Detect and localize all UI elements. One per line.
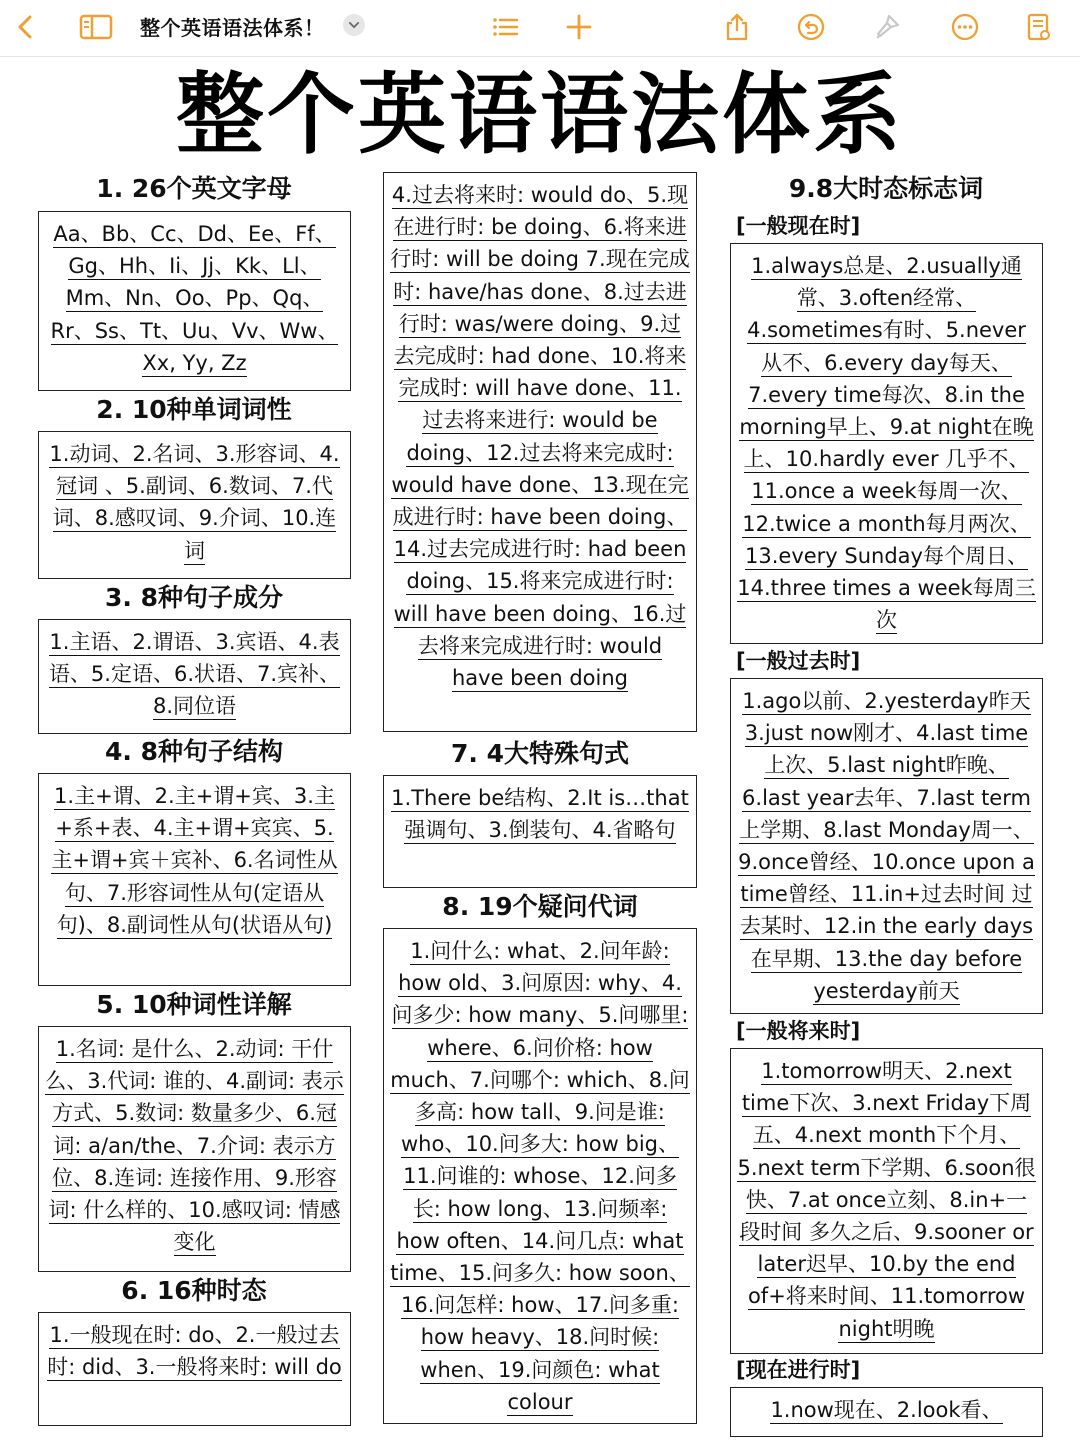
sidebar-icon[interactable]: [76, 10, 116, 44]
section-box-sentence-elements: [38, 619, 351, 734]
section-heading-tense-markers: 9.8大时态标志词: [788, 174, 984, 203]
subheading-past-simple: [一般过去时]: [736, 649, 861, 673]
section-box-present-progressive-markers: [730, 1387, 1043, 1437]
section-box-parts-of-speech: [38, 431, 351, 579]
section-text: 1.tomorrow明天、2.next time下次、3.next Friday下周五、4.next month下个月、5.next term下学期、6.soon很快、7.at once立刻、8.in+一段时间 多久之后、9.sooner or later迟早、10.by the end of+将来时间、11.tomorrow night明晚: [737, 1059, 1036, 1341]
section-box-tenses-continued: [383, 172, 697, 732]
section-text: 1.一般现在时: do、2.一般过去时: did、3.一般将来时: will do: [47, 1323, 342, 1380]
subheading-present-simple: [一般现在时]: [736, 214, 861, 238]
list-icon[interactable]: [488, 10, 522, 44]
section-text: 1.now现在、2.look看、: [770, 1398, 1003, 1422]
document-title[interactable]: 整个英语语法体系！: [140, 16, 325, 40]
section-heading-pos-details: 5. 10种词性详解: [96, 990, 292, 1019]
subheading-future-simple: [一般将来时]: [736, 1019, 861, 1043]
chevron-down-icon[interactable]: [343, 14, 365, 36]
back-chevron-icon[interactable]: [8, 10, 44, 44]
section-box-past-simple-markers: [730, 678, 1043, 1014]
section-heading-sentence-elements: 3. 8种句子成分: [105, 583, 283, 612]
section-heading-tenses: 6. 16种时态: [121, 1276, 267, 1305]
section-text: 1.主+谓、2.主+谓+宾、3.主+系+表、4.主+谓+宾宾、5.主+谓+宾＋宾补、6.名词性从句、7.形容词性从句(定语从句)、8.副词性从句(状语从句): [51, 784, 338, 937]
brush-icon[interactable]: [870, 10, 904, 44]
section-heading-question-words: 8. 19个疑问代词: [442, 892, 638, 921]
section-box-special-sentences: [383, 775, 697, 888]
subheading-present-progressive: [现在进行时]: [736, 1358, 861, 1382]
section-text: 1.问什么: what、2.问年龄: how old、3.问原因: why、4.问多少: how many、5.问哪里: where、6.问价格: how much、7.问哪个: which、8.问多高: how tall、9.问是谁: who、10.问多大: how big、11.问谁的: whose、12.问多长: how long、13.问频率: how often、14.问几点: what time、15.问多久: how soon、16.问怎样: how、17.问多重: how heavy、18.问时候: when、19.问颜色: what colour: [390, 939, 690, 1414]
section-heading-letters: 1. 26个英文字母: [96, 174, 292, 203]
section-text: 1.There be结构、2.It is…that强调句、3.倒装句、4.省略句: [391, 786, 689, 843]
reader-icon[interactable]: [1022, 10, 1056, 44]
section-text: 1.名词: 是什么、2.动词: 干什么、3.代词: 谁的、4.副词: 表示方式、5.数词: 数量多少、6.冠词: a/an/the、7.介词: 表示方位、8.连词: 连接作用、9.形容词: 什么样的、10.感叹词: 情感变化: [45, 1037, 344, 1255]
share-icon[interactable]: [720, 10, 754, 44]
section-text: 1.动词、2.名词、3.形容词、4.冠词 、5.副词、6.数词、7.代词、8.感叹词、9.介词、10.连词: [49, 442, 340, 563]
section-box-present-simple-markers: [730, 243, 1043, 644]
plus-icon[interactable]: [562, 10, 596, 44]
section-text: 1.always总是、2.usually通常、3.often经常、4.sometimes有时、5.never从不、6.every day每天、7.every time每次、8.in the morning早上、9.at night在晚上、10.hardly ever 几乎不、11.once a week每周一次、12.twice a month每月两次、13.every Sunday每个周日、14.three times a week每周三次: [737, 254, 1036, 633]
section-box-sentence-structures: [38, 773, 351, 986]
section-heading-parts-of-speech: 2. 10种单词词性: [96, 395, 292, 424]
section-text: Aa、Bb、Cc、Dd、Ee、Ff、Gg、Hh、Ii、Jj、Kk、Ll、Mm、Nn、Oo、Pp、Qq、Rr、Ss、Tt、Uu、Vv、Ww、Xx, Yy, Zz: [50, 222, 339, 375]
section-box-tenses: [38, 1312, 351, 1426]
section-box-letters: [38, 211, 351, 391]
section-box-pos-details: [38, 1026, 351, 1272]
section-heading-special-sentences: 7. 4大特殊句式: [451, 739, 629, 768]
toolbar: [0, 0, 1080, 57]
section-text: 1.ago以前、2.yesterday昨天 3.just now刚才、4.last time上次、5.last night昨晚、6.last year去年、7.last term上学期、8.last Monday周一、9.once曾经、10.once upon a time曾经、11.in+过去时间 过去某时、12.in the early days在早期、13.the day before yesterday前天: [738, 689, 1035, 1003]
more-icon[interactable]: [948, 10, 982, 44]
section-heading-sentence-structures: 4. 8种句子结构: [105, 737, 283, 766]
section-box-question-words: [383, 928, 697, 1424]
section-text: 1.主语、2.谓语、3.宾语、4.表语、5.定语、6.状语、7.宾补、8.同位语: [48, 630, 341, 719]
section-text: 4.过去将来时: would do、5.现在进行时: be doing、6.将来进行时: will be doing 7.现在完成时: have/has done、8.过去进行时: was/were doing、9.过去完成时: had done、10.将来完成时: will have done、11.过去将来进行: would be doing、12.过去将来完成时: would have done、13.现在完成进行时: have been doing、14.过去完成进行时: had been doing、15.将来完成进行时: will have been doing、16.过去将来完成进行时: would have been doing: [390, 183, 690, 691]
section-box-future-simple-markers: [730, 1048, 1043, 1354]
undo-icon[interactable]: [794, 10, 828, 44]
page-title: 整个英语语法体系: [175, 63, 904, 166]
